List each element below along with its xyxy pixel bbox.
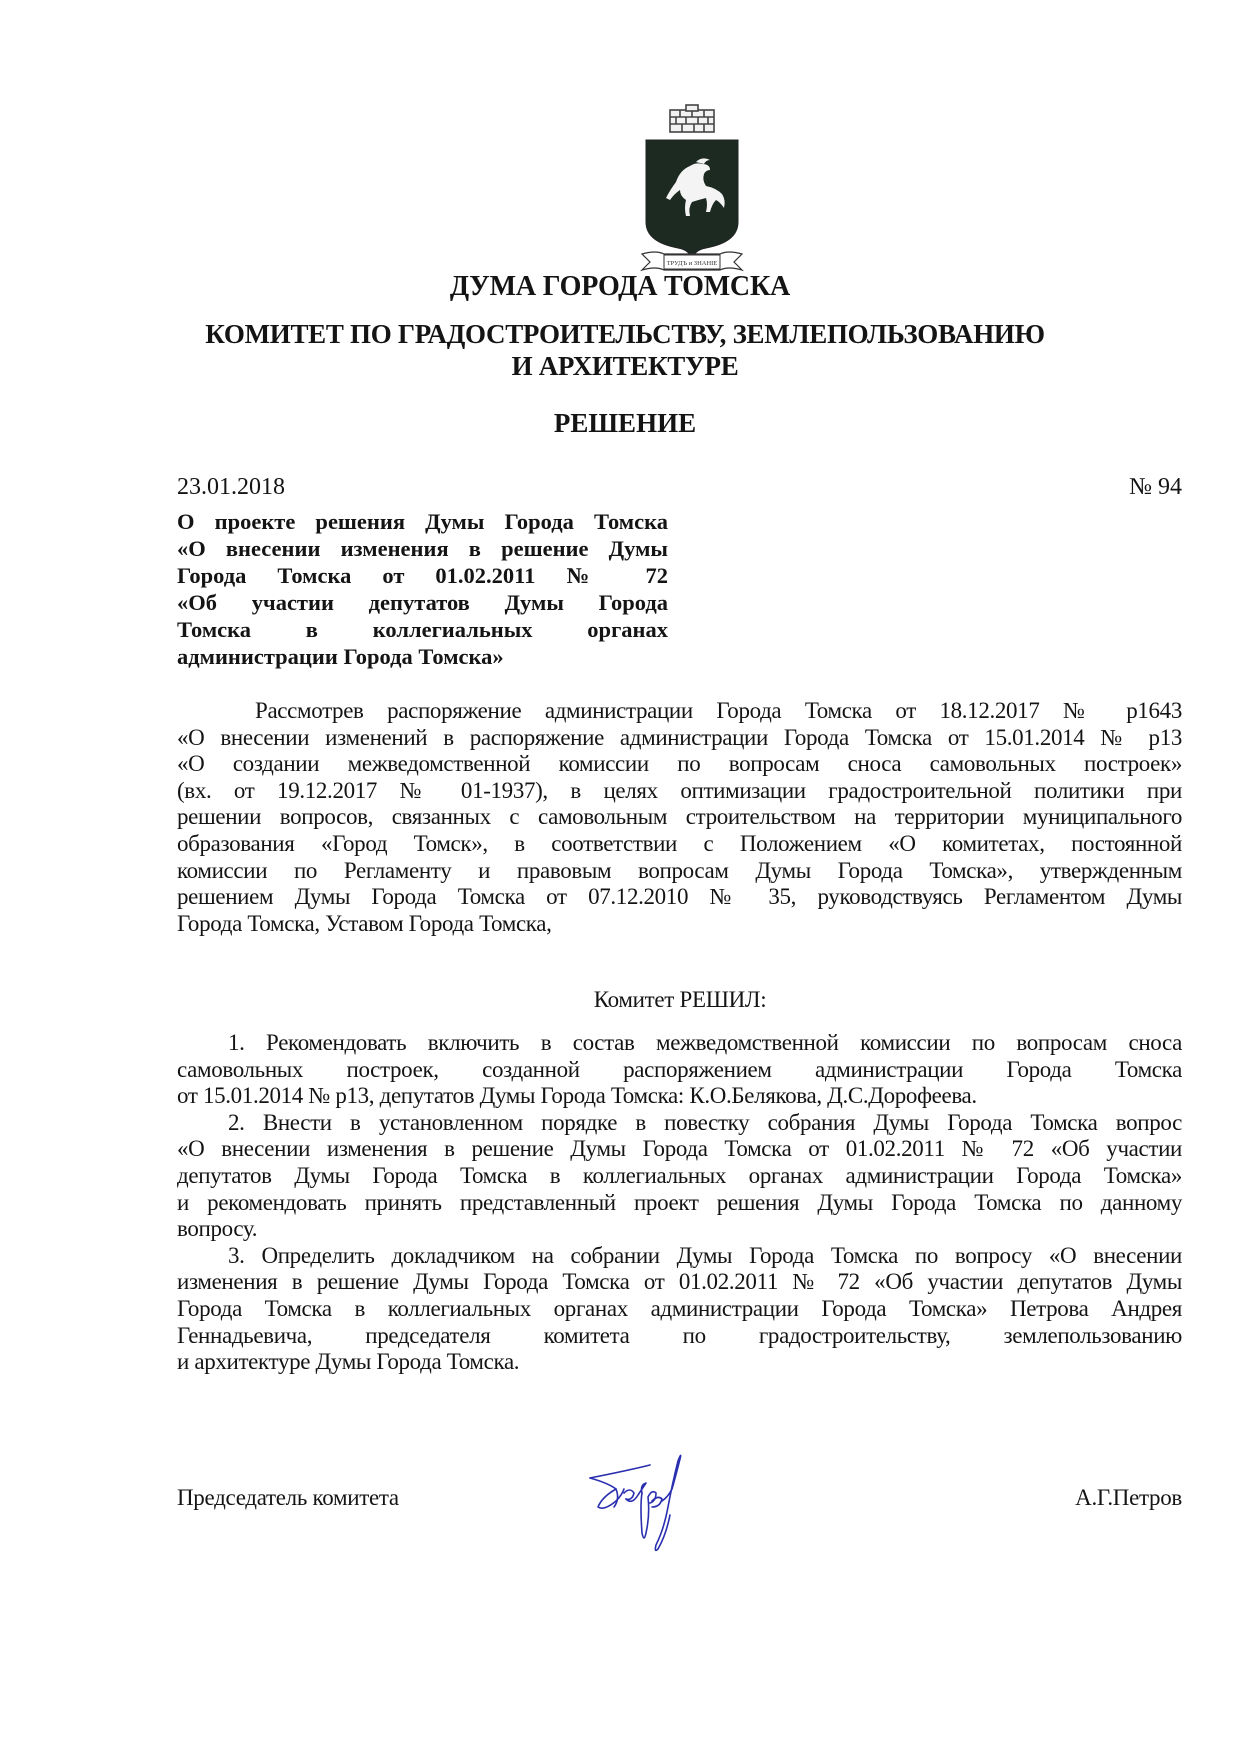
paragraph-line: комиссии по Регламенту и правовым вопросам Думы Города Томска», утвержденным bbox=[177, 857, 1182, 883]
document-subject bbox=[177, 508, 668, 670]
item-line: и рекомендовать принять представленный проект решения Думы Города Томска по данному bbox=[177, 1189, 1182, 1215]
tomsk-coat-of-arms-icon bbox=[636, 104, 748, 272]
committee-title-line: КОМИТЕТ ПО ГРАДОСТРОИТЕЛЬСТВУ, ЗЕМЛЕПОЛЬЗОВАНИЮ bbox=[205, 319, 1045, 349]
item-line: Города Томска в коллегиальных органах администрации Города Томска» Петрова Андрея bbox=[177, 1295, 1182, 1321]
item-line: вопросу. bbox=[177, 1216, 258, 1242]
svg-text:ТРУДЪ и ЗНАНІЕ: ТРУДЪ и ЗНАНІЕ bbox=[666, 260, 718, 267]
paragraph-line: Рассмотрев распоряжение администрации Города Томска от 18.12.2017 № р1643 bbox=[255, 698, 1182, 723]
resolution-item-3 bbox=[177, 1243, 1182, 1376]
item-line: и архитектуре Думы Города Томска. bbox=[177, 1349, 520, 1375]
item-line: 1. Рекомендовать включить в состав межведомственной комиссии по вопросам сноса bbox=[228, 1030, 1182, 1055]
handwritten-signature-icon bbox=[586, 1445, 706, 1565]
signatory-name: А.Г.Петров bbox=[1075, 1485, 1182, 1510]
resolution-items bbox=[177, 1030, 1182, 1376]
paragraph-line: решении вопросов, связанных с самовольным строительством на территории муниципального bbox=[177, 804, 1182, 830]
paragraph-line: «О создании межведомственной комиссии по вопросам сноса самовольных построек» bbox=[177, 751, 1182, 777]
item-line: Геннадьевича, председателя комитета по градостроительству, землепользованию bbox=[177, 1322, 1182, 1348]
document-number: № 94 bbox=[1129, 474, 1182, 500]
item-line: 3. Определить докладчиком на собрании Думы Города Томска по вопросу «О внесении bbox=[228, 1242, 1182, 1268]
paragraph-line: решением Думы Города Томска от 07.12.2010 № 35, руководствуясь Регламентом Думы bbox=[177, 884, 1182, 910]
decision-title: РЕШЕНИЕ bbox=[553, 408, 697, 438]
subject-line: «О внесении изменения в решение Думы bbox=[177, 536, 668, 561]
signatory-role: Председатель комитета bbox=[177, 1485, 399, 1510]
item-line: изменения в решение Думы Города Томска от 01.02.2011 № 72 «Об участии депутатов Думы bbox=[177, 1269, 1182, 1295]
paragraph-line: «О внесении изменений в распоряжение администрации Города Томска от 15.01.2014 № р13 bbox=[177, 724, 1182, 750]
subject-line: О проекте решения Думы Города Томска bbox=[177, 509, 668, 534]
paragraph-line: (вх. от 19.12.2017 № 01-1937), в целях оптимизации градостроительной политики при bbox=[177, 777, 1182, 803]
subject-line: Томска в коллегиальных органах bbox=[177, 617, 668, 642]
organization-title: ДУМА ГОРОДА ТОМСКА bbox=[449, 271, 791, 302]
paragraph-line: образования «Город Томск», в соответствии с Положением «О комитетах, постоянной bbox=[177, 830, 1182, 856]
paragraph-line: Города Томска, Уставом Города Томска, bbox=[177, 910, 552, 936]
subject-line: администрации Города Томска» bbox=[177, 644, 504, 669]
item-line: депутатов Думы Города Томска в коллегиальных органах администрации Города Томска» bbox=[177, 1162, 1182, 1188]
subject-line: Города Томска от 01.02.2011 № 72 bbox=[177, 563, 668, 588]
item-line: 2. Внести в установленном порядке в повестку собрания Думы Города Томска вопрос bbox=[228, 1109, 1182, 1135]
document-date: 23.01.2018 bbox=[177, 474, 285, 500]
committee-title-line: И АРХИТЕКТУРЕ bbox=[511, 351, 739, 381]
preamble-paragraph bbox=[177, 698, 1182, 937]
committee-title bbox=[0, 318, 1240, 382]
resolution-item-1 bbox=[177, 1030, 1182, 1110]
resolved-label: Комитет РЕШИЛ: bbox=[593, 987, 767, 1012]
item-line: «О внесении изменения в решение Думы Города Томска от 01.02.2011 № 72 «Об участии bbox=[177, 1136, 1182, 1162]
item-line: самовольных построек, созданной распоряжением администрации Города Томска bbox=[177, 1056, 1182, 1082]
subject-line: «Об участии депутатов Думы Города bbox=[177, 590, 668, 615]
item-line: от 15.01.2014 № р13, депутатов Думы Города Томска: К.О.Белякова, Д.С.Дорофеева. bbox=[177, 1083, 977, 1109]
resolution-item-2 bbox=[177, 1110, 1182, 1243]
